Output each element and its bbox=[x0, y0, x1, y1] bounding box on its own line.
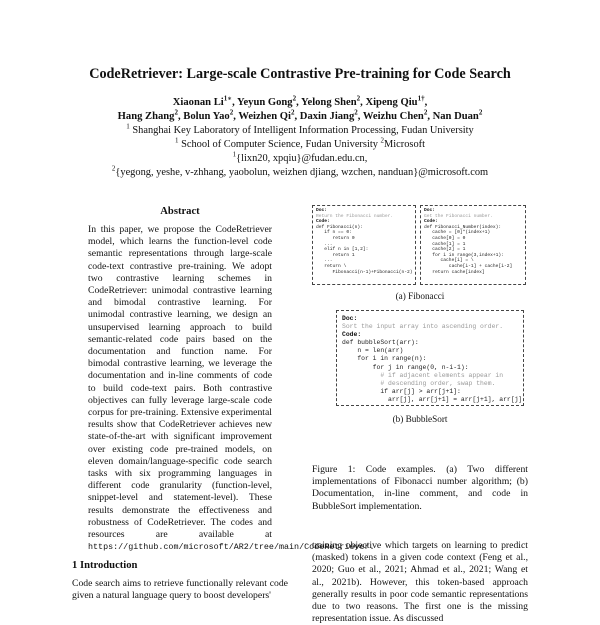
code-line: elif n in [1,2]: bbox=[316, 247, 369, 253]
author-name: Nan Duan bbox=[432, 110, 479, 122]
code-label: Code: bbox=[424, 219, 438, 225]
author-name: Hang Zhang bbox=[117, 110, 175, 122]
affiliation-text: School of Computer Science, Fudan University bbox=[181, 139, 378, 150]
code-line: for i in range(n): bbox=[342, 355, 427, 363]
affiliation-text: Shanghai Key Laboratory of Intelligent Information Processing, Fudan University bbox=[132, 125, 474, 136]
author-sup: 2 bbox=[292, 94, 297, 103]
author-name: Yelong Shen bbox=[301, 97, 357, 108]
code-line: def Fibonacci(n): bbox=[316, 224, 363, 230]
code-line: ... bbox=[316, 258, 333, 264]
author-name: Weizhu Chen bbox=[362, 110, 424, 122]
code-line: arr[j], arr[j+1] = arr[j+1], arr[j] bbox=[342, 395, 523, 403]
subfigure-caption-b: (b) BubbleSort bbox=[392, 414, 448, 424]
code-line: cache[2] = 1 bbox=[424, 247, 466, 253]
author-sup: 2 bbox=[229, 108, 234, 117]
code-line: cache[1] = 1 bbox=[424, 241, 466, 247]
doc-label: Doc: bbox=[424, 208, 436, 213]
code-line: cache = [0]*(index+1) bbox=[424, 230, 491, 236]
author-sup: 2 bbox=[356, 94, 361, 103]
affiliation-sup: 2 bbox=[380, 136, 385, 145]
author-name: Bolun Yao bbox=[183, 110, 230, 122]
author-sup: 2 bbox=[423, 108, 428, 117]
author-sup: 1† bbox=[417, 94, 425, 103]
comment-line: # if adjacent elements appear in bbox=[342, 371, 504, 379]
author-name: Yeyun Gong bbox=[236, 97, 293, 108]
author-line-1: Xiaonan $Li^{1∗}$, Yeyun Gong$^2$, Yelong Shen$^2$, Xipeng Qiu$^{1\dagger}$, bbox=[172, 94, 428, 108]
paper-title: CodeRetriever: Large-scale Contrastive Pre-training for Code Search bbox=[89, 66, 511, 82]
doc-text: Get the Fibonacci number. bbox=[424, 213, 493, 219]
code-line: return 1 bbox=[316, 252, 355, 258]
affiliation-1 bbox=[40, 124, 560, 137]
code-line: Fibonacci(n-1)+Fibonacci(n-2) bbox=[316, 269, 413, 275]
email-line-2 bbox=[40, 166, 560, 179]
code-line: cache[0] = 0 bbox=[424, 235, 466, 241]
author-name: Weizhen Qi bbox=[238, 110, 291, 122]
abstract-text: In this paper, we propose the CodeRetriever model, which learns the function-level code semantic representations through large-scale code-text contrastive pre-training. We adopt two contrastive learning schemes in CodeRetriever: unimodal contrastive learning and bimodal contrastive learning. For unimodal contrastive learning, we design an unsupervised learning approach to build semantic-related code pairs based on the documentation and function name. For bimodal contrastive learning, we leverage the documentation and in-line comments of code to build code-text pairs. Both contrastive objectives can fully leverage large-scale code corpus for pre-training. Extensive experimental results show that CodeRetriever achieves new state-of-the-art with significant improvement over existing code pre-trained models, on eleven domain/language-specific code search tasks with six programming languages in different code granularity (function-level, snippet-level and statement-level). These results demonstrate the effectiveness and robustness of CodeRetriever. The codes and resources are available at bbox=[88, 224, 272, 541]
email-line-1 bbox=[40, 152, 560, 165]
code-line: for j in range(0, n-i-1): bbox=[342, 363, 469, 371]
doc-label: Doc: bbox=[316, 208, 328, 213]
code-line: return 0 bbox=[316, 235, 355, 241]
introduction-body: Code search aims to retrieve functionally relevant code given a natural language query to boost developers' bbox=[72, 578, 288, 602]
author-name: Daxin Jiang bbox=[299, 110, 355, 122]
email-text: {yegong, yeshe, v-zhhang, yaobolun, weizhen djiang, wzchen, nanduan}@microsoft.com bbox=[115, 167, 489, 178]
author-sup: 2 bbox=[174, 108, 178, 117]
affiliation-text: Microsoft bbox=[384, 139, 426, 150]
code-line: n = len(arr) bbox=[342, 347, 404, 355]
abstract-heading: Abstract bbox=[160, 206, 200, 217]
code-url-link[interactable]: https://github.com/microsoft/AR2/tree/main/CodeRetriever. bbox=[88, 542, 375, 553]
author-list bbox=[60, 96, 540, 123]
code-line: for i in range(3,index+1): bbox=[424, 252, 504, 258]
affiliation-sup: 1 bbox=[126, 122, 130, 131]
author-sup: 2 bbox=[291, 108, 295, 117]
code-line: if arr[j] > arr[j+1]: bbox=[342, 387, 461, 395]
author-sup: 2 bbox=[478, 108, 483, 117]
figure-caption: Figure 1: Code examples. (a) Two different implementations of Fibonacci number algorithm; (b) Documentation, in-line comment, and code in BubbleSort implementation. bbox=[312, 464, 528, 512]
code-line: if n == 0: bbox=[316, 230, 352, 236]
code-line: ... bbox=[316, 241, 333, 247]
code-label: Code: bbox=[316, 219, 330, 225]
author-line-2: Hang Zhang$^2$, Bolun Yao$^2$, Weizhen Qi$^2$, Daxin Jiang$^2$, Weizhu Chen$^2$, Nan Duan$^2$ bbox=[117, 108, 483, 122]
doc-text: Sort the input array into ascending order. bbox=[342, 323, 504, 331]
author-name: Xipeng Qiu bbox=[365, 97, 418, 108]
right-column-body: training objective which targets on learning to predict (masked) tokens in a given code context (Feng et al., 2020; Guo et al., 2021; Ahmad et al., 2021; Wang et al., 2021b). However, this token-based approach generally results in poor code semantic representations due to two reasons. The first one is the missing representation issue. As discussed bbox=[312, 540, 528, 625]
subfigure-caption-a: (a) Fibonacci bbox=[395, 291, 445, 301]
comment-line: # descending order, swap them. bbox=[342, 379, 496, 387]
code-line: cache[i-1] + cache[i-2] bbox=[424, 263, 513, 269]
doc-text: Return the Fibonacci number. bbox=[316, 213, 394, 219]
code-label: Code: bbox=[342, 331, 362, 339]
code-box-fibonacci-recursive bbox=[312, 205, 416, 285]
code-line: def bubbleSort(arr): bbox=[342, 339, 419, 347]
code-line: return cache[index] bbox=[424, 269, 485, 275]
author-sup: 1∗ bbox=[223, 94, 233, 103]
affiliation-sup: 1 bbox=[174, 136, 179, 145]
code-box-fibonacci-iterative bbox=[420, 205, 526, 285]
code-box-bubblesort bbox=[336, 310, 524, 406]
email-text: {lixn20, xpqiu}@fudan.edu.cn, bbox=[236, 153, 368, 164]
doc-label: Doc: bbox=[342, 315, 358, 322]
email-sup: 1 bbox=[232, 150, 237, 159]
author-name: Xiaonan Li bbox=[172, 97, 224, 108]
email-sup: 2 bbox=[111, 164, 116, 173]
code-line: return \ bbox=[316, 263, 347, 269]
affiliation-2 bbox=[40, 138, 560, 151]
section-heading-introduction: 1 Introduction bbox=[72, 560, 138, 571]
code-line: cache[i] = \ bbox=[424, 258, 474, 264]
author-sup: 2 bbox=[354, 108, 358, 117]
code-line: def Fibonacci_Number(index): bbox=[424, 224, 502, 230]
